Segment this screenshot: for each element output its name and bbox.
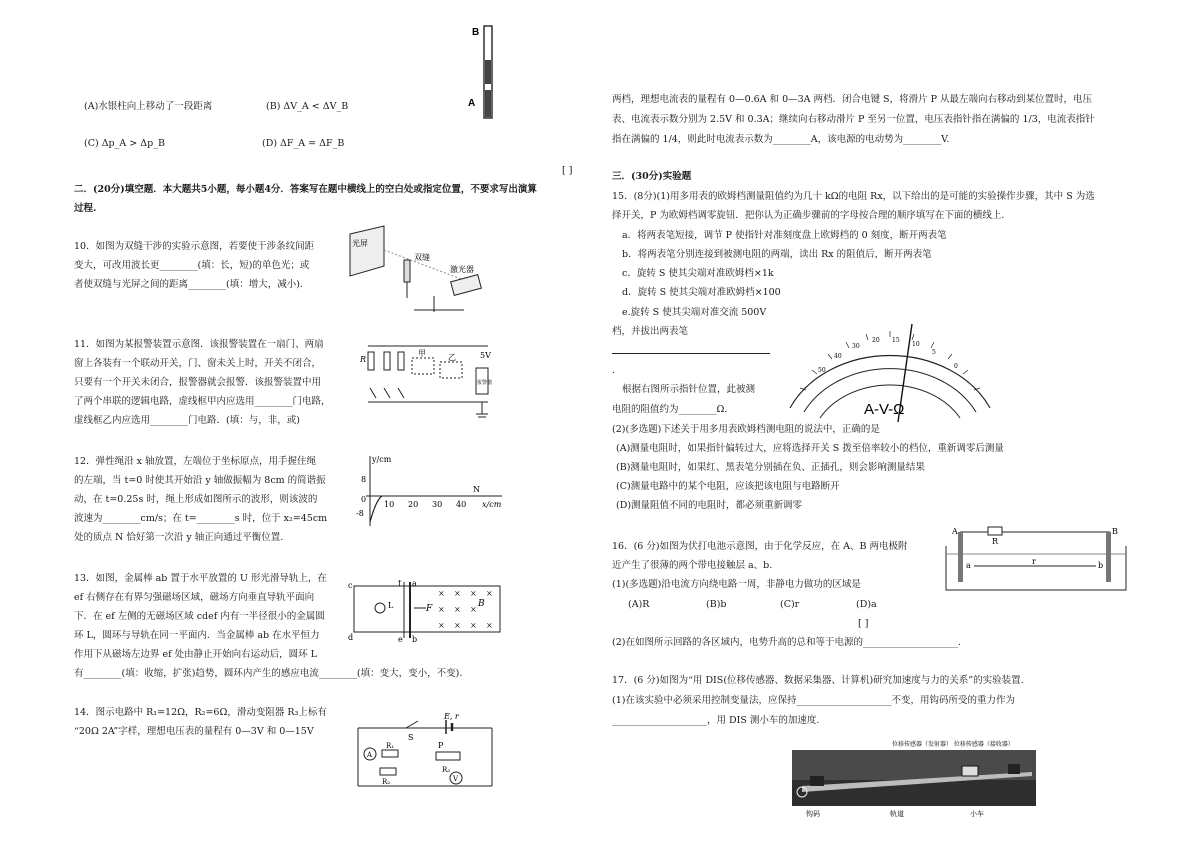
- r3-label: R₃: [442, 766, 451, 774]
- sensor-labels: 位移传感器（发射器） 位移传感器（接收器）: [892, 741, 1014, 748]
- q15-option-d: (D)测量阻值不同的电阻时，都必须重新调零: [616, 500, 803, 511]
- q14-line2: “20Ω 2A”字样，理想电压表的量程有 0—3V 和 0—15V: [74, 726, 314, 737]
- q9-option-c: (C) Δp_A > Δp_B: [84, 138, 165, 149]
- q17-line3: ____________________，用 DIS 测小车的加速度.: [612, 715, 820, 726]
- resistor-2: [384, 352, 390, 370]
- external-resistor: [988, 527, 1002, 535]
- sender-sensor: [810, 776, 824, 786]
- tick-15: 15: [892, 337, 900, 344]
- label-f: f: [398, 580, 401, 588]
- resistor-3: [398, 352, 404, 370]
- q16-voltaic-cell-figure: [940, 520, 1132, 596]
- box-jia-label: 甲: [418, 349, 426, 358]
- mercury-column-upper: [485, 60, 491, 84]
- x-tick-10: 10: [384, 500, 395, 509]
- resistor-r1: [382, 750, 398, 757]
- tick-50: 50: [818, 367, 826, 374]
- q11-alarm-circuit-figure: [358, 338, 498, 426]
- q17-line1: 17．(6 分)如图为“用 DIS(位移传感器、数据采集器、计算机)研究加速度与力的关系”的实验装置.: [612, 675, 1024, 686]
- q15-part2: (2)(多选题)下述关于用多用表欧姆档测电阻的说法中，正确的是: [612, 424, 880, 435]
- switch-s: [406, 721, 418, 728]
- q14-cont-line1: 两档，理想电流表的量程有 0—0.6A 和 0—3A 两档．闭合电键 S，将滑片 P 从最左端向右移动到某位置时，电压: [612, 94, 1093, 105]
- layer-b-label: b: [1098, 561, 1104, 570]
- x-tick-20: 20: [408, 500, 419, 509]
- resistor-label: R: [360, 355, 367, 364]
- q13-line3: 下．在 ef 左侧的无磁场区域 cdef 内有一半径很小的金属圆: [74, 611, 325, 622]
- q15-line1: 15．(8分)(1)用多用表的欧姆档测量阻值约为几十 kΩ的电阻 Rx，以下给出的是可能的实验操作步骤，其中 S 为选: [612, 191, 1095, 202]
- y-axis-label: y/cm: [372, 455, 392, 464]
- section2-heading-cont: 过程.: [74, 203, 97, 214]
- double-slit-label: 双缝: [414, 253, 430, 262]
- q11-line5: 虚线框乙内应选用________门电路．(填：与，非，或): [74, 415, 300, 426]
- q17-line2: (1)在该实验中必须采用控制变量法，应保持____________________不变，用钩码所受的重力作为: [612, 695, 1015, 706]
- box-yi-label: 乙: [448, 353, 456, 362]
- svg-text:×: ×: [454, 621, 461, 630]
- light-screen-label: 光屏: [352, 239, 368, 248]
- q17-dis-apparatus-photo: [792, 736, 1036, 820]
- q10-line1: 10．如图为双缝干涉的实验示意图，若要使干涉条纹间距: [74, 241, 315, 252]
- label-b: b: [412, 635, 418, 644]
- switch-1: [370, 388, 376, 398]
- light-screen: [350, 226, 384, 276]
- q11-line4: 了两个串联的逻辑电路，虚线框甲内应选用________门电路，: [74, 396, 331, 407]
- r1-label: R₁: [386, 742, 395, 750]
- q9-answer-bracket: [ ]: [562, 165, 573, 176]
- tick-10: 10: [912, 341, 920, 348]
- q9-option-b: (B) ΔV_A < ΔV_B: [266, 101, 349, 112]
- q15-option-b: (B)测量电阻时，如果红、黑表笔分别插在负、正插孔，则会影响测量结果: [616, 462, 925, 473]
- x-tick-30: 30: [432, 500, 443, 509]
- voltage-label: 5V: [480, 351, 491, 360]
- q12-line5: 处的质点 N 恰好第一次沿 y 轴正向通过平衡位置.: [74, 532, 284, 543]
- q16-line1: 16．(6 分)如图为伏打电池示意图，由于化学反应，在 A、B 两电极附: [612, 541, 908, 552]
- slider-label: P: [438, 741, 444, 750]
- tick-5: 5: [932, 349, 936, 356]
- svg-text:×: ×: [438, 621, 445, 630]
- q15-step-e-cont: 档，并拔出两表笔: [612, 326, 689, 337]
- q13-line4: 环 L，圆环与导轨在同一平面内．当金属棒 ab 在水平恒力: [74, 630, 320, 641]
- resistor-1: [368, 352, 374, 370]
- x-axis-label: x/cm: [482, 500, 502, 509]
- switch-label: S: [408, 733, 414, 742]
- q14-line1: 14．图示电路中 R₁=12Ω，R₂=6Ω，滑动变阻器 R₃上标有: [74, 707, 327, 718]
- section2-heading: 二．(20分)填空题．本大题共5小题，每小题4分．答案写在题中横线上的空白处或指定位置，不要求写出演算: [74, 184, 537, 195]
- electrode-b-label: B: [1112, 527, 1118, 536]
- q15-answer-dot: .: [612, 365, 616, 376]
- q15-multimeter-dial: [780, 318, 1000, 424]
- corner-d: d: [348, 633, 354, 642]
- voltmeter-label: V: [453, 775, 459, 783]
- dashed-box-yi: [440, 362, 462, 378]
- switch-2: [384, 388, 390, 398]
- q12-line1: 12．弹性绳沿 x 轴放置，左端位于坐标原点，用手握住绳: [74, 456, 316, 467]
- q15-step-c: c．旋转 S 使其尖端对准欧姆档×1k: [622, 268, 774, 279]
- q15-option-a: (A)测量电阻时，如果指针偏转过大，应将选择开关 S 拨至倍率较小的档位，重新调零后测量: [616, 443, 1004, 454]
- switch-3: [398, 388, 404, 398]
- label-a: a: [412, 580, 417, 588]
- q14-cont-line3: 指在满偏的 1/4，则此时电流表示数为________A，该电源的电动势为________V.: [612, 134, 950, 145]
- q10-line3: 者使双缝与光屏之间的距离________(填：增大，减小).: [74, 279, 303, 290]
- layer-a-label: a: [966, 561, 971, 570]
- scale-ticks: [800, 331, 980, 390]
- r2-label: R₂: [382, 778, 391, 786]
- laser: [451, 275, 482, 296]
- meter-label: A-V-Ω: [864, 401, 905, 418]
- electrode-b: [1106, 532, 1111, 582]
- q16-line3: (1)(多选题)沿电流方向绕电路一周，非静电力做功的区域是: [612, 579, 861, 590]
- q12-wave-figure: [352, 452, 512, 530]
- q16-option-c: (C)r: [780, 599, 800, 610]
- tick-40: 40: [834, 353, 842, 360]
- q15-read-line2: 电阻的阻值约为________Ω.: [612, 404, 728, 415]
- ring-label: L: [388, 601, 394, 610]
- q15-line2: 择开关，P 为欧姆档调零旋钮．把你认为正确步骤前的字母按合理的顺序填写在下面的横线上.: [612, 210, 1005, 221]
- track-label: 轨道: [890, 810, 904, 818]
- mercury-column-lower: [485, 90, 491, 117]
- q11-line2: 窗上各装有一个联动开关，门、窗未关上时，开关不闭合，: [74, 358, 322, 369]
- y-tick-minus8: -8: [356, 509, 364, 518]
- resistor-r2: [380, 768, 396, 775]
- svg-text:×: ×: [438, 589, 445, 598]
- label-e: e: [398, 635, 403, 644]
- q16-line4: (2)在如图所示回路的各区域内，电势升高的总和等于电源的____________________.: [612, 637, 961, 648]
- q16-option-a: (A)R: [628, 599, 650, 610]
- q11-line1: 11．如图为某报警装置示意图．该报警装置在一扇门、两扇: [74, 339, 324, 350]
- field-crosses: [438, 589, 493, 630]
- q12-line4: 波速为________cm/s；在 t=________s 时，位于 x₂=45cm: [74, 513, 328, 524]
- q13-rail-figure: [346, 580, 506, 644]
- q16-option-b: (B)b: [706, 599, 727, 610]
- svg-text:×: ×: [486, 589, 493, 598]
- ammeter-label: A: [367, 751, 373, 759]
- tube-label-b: B: [472, 27, 480, 38]
- y-tick-0: 0: [361, 495, 367, 504]
- tick-0: 0: [954, 363, 958, 370]
- q15-option-c: (C)测量电路中的某个电阻，应该把该电阻与电路断开: [616, 481, 840, 492]
- svg-text:×: ×: [470, 589, 477, 598]
- resistor-label: R: [992, 537, 999, 546]
- corner-c: c: [348, 581, 353, 590]
- y-tick-8: 8: [361, 475, 367, 484]
- alarm-label: 报警器: [477, 380, 493, 386]
- dashed-box-jia: [412, 358, 434, 374]
- cart: [962, 766, 978, 776]
- laser-label: 激光器: [450, 265, 474, 274]
- svg-text:×: ×: [470, 621, 477, 630]
- q9-option-a: (A)水银柱向上移动了一段距离: [84, 101, 213, 112]
- cart-label: 小车: [970, 810, 984, 818]
- q15-step-d: d．旋转 S 使其尖端对准欧姆档×100: [622, 287, 781, 298]
- section3-heading: 三．(30分)实验题: [612, 171, 692, 182]
- electrode-a: [958, 532, 963, 582]
- q13-line1: 13．如图，金属棒 ab 置于水平放置的 U 形光滑导轨上，在: [74, 573, 327, 584]
- x-tick-40: 40: [456, 500, 467, 509]
- wave-curve: [370, 496, 382, 522]
- q10-double-slit-figure: [344, 220, 494, 316]
- q16-option-d: (D)a: [856, 599, 877, 610]
- weight-label: 钩码: [806, 810, 820, 818]
- point-n-label: N: [473, 485, 480, 494]
- tube-label-a: A: [468, 98, 476, 109]
- electrode-a-label: A: [952, 527, 958, 536]
- q16-answer-bracket: [ ]: [858, 618, 869, 629]
- emf-label: E, r: [444, 712, 459, 721]
- q9-tube-figure: [466, 20, 506, 122]
- q14-cont-line2: 表、电流表示数分别为 2.5V 和 0.3A；继续向右移动滑片 P 至另一位置，电压表指针指在满偏的 1/3，电流表指针: [612, 114, 1095, 125]
- internal-resistance-label: r: [1032, 557, 1036, 566]
- q15-answer-line: [612, 353, 770, 354]
- q15-step-e: e.旋转 S 使其尖端对准交流 500V: [622, 307, 767, 318]
- q12-line2: 的左端，当 t=0 时使其开始沿 y 轴做振幅为 8cm 的简谐振: [74, 475, 326, 486]
- force-label: F: [426, 604, 433, 614]
- metal-ring: [375, 603, 385, 613]
- svg-text:×: ×: [470, 605, 477, 614]
- svg-text:×: ×: [454, 589, 461, 598]
- q10-line2: 变大，可改用波长更________(填：长，短)的单色光；或: [74, 260, 310, 271]
- tick-30: 30: [852, 343, 860, 350]
- svg-text:×: ×: [454, 605, 461, 614]
- q15-step-a: a．将两表笔短接，调节 P 使指针对准刻度盘上欧姆档的 0 刻度，断开两表笔: [622, 230, 947, 241]
- q15-read-line1: 根据右图所示指针位置，此被测: [622, 384, 756, 395]
- q13-line6: 有________(填：收缩，扩张)趋势，圆环内产生的感应电流________(填：变大，变小，不变).: [74, 668, 463, 679]
- q9-option-d: (D) ΔF_A = ΔF_B: [262, 138, 345, 149]
- q11-line3: 只要有一个开关未闭合，报警器就会报警．该报警装置中用: [74, 377, 322, 388]
- q13-line5: 作用下从磁场左边界 ef 处由静止开始向右运动后，圆环 L: [74, 649, 318, 660]
- field-label: B: [478, 599, 485, 609]
- q15-step-b: b．将两表笔分别连接到被测电阻的两端，读出 Rx 的阻值后，断开两表笔: [622, 249, 932, 260]
- double-slit: [404, 260, 410, 282]
- q16-line2: 近产生了很薄的两个带电接触层 a、b.: [612, 560, 773, 571]
- svg-text:×: ×: [486, 621, 493, 630]
- receiver-sensor: [1008, 764, 1020, 774]
- rheostat-r3: [436, 752, 460, 760]
- q12-line3: 动，在 t=0.25s 时，绳上形成如图所示的波形，则该波的: [74, 494, 318, 505]
- q13-line2: ef 右侧存在有界匀强磁场区域，磁场方向垂直导轨平面向: [74, 592, 315, 603]
- svg-text:×: ×: [438, 605, 445, 614]
- q14-circuit-figure: [352, 712, 502, 798]
- tick-20: 20: [872, 337, 880, 344]
